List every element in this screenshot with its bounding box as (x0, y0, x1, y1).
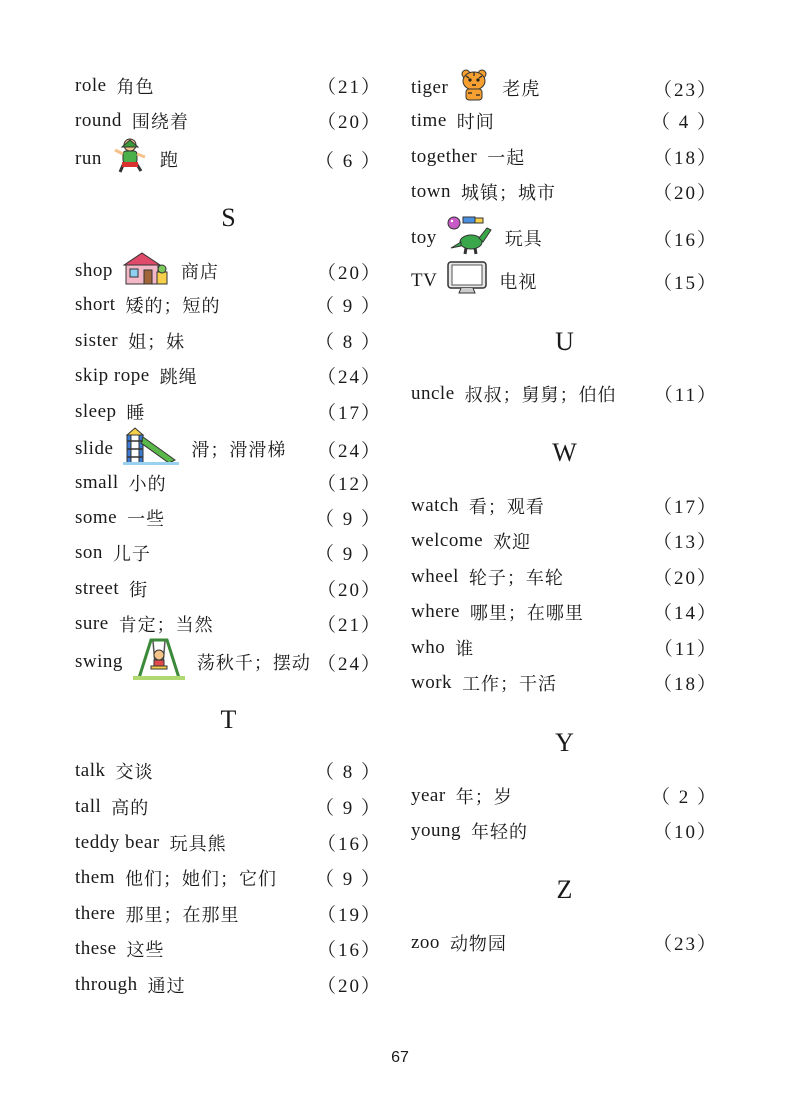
entry-word: son (75, 541, 103, 563)
entry-tall (75, 793, 382, 820)
entry-meaning: 角色 (116, 76, 155, 98)
entry-meaning: 高的 (111, 797, 150, 819)
entry-role (75, 72, 382, 99)
entry-young (411, 817, 718, 844)
entry-word: shop (75, 260, 113, 281)
entry-word: work (411, 671, 453, 693)
entry-unit: （ 9 ） (314, 798, 382, 819)
entry-meaning: 荡秋千；摆动 (196, 653, 311, 674)
entry-meaning: 工作；干活 (462, 673, 558, 695)
entry-year (411, 782, 718, 809)
entry-sister (75, 327, 382, 354)
entry-word: role (75, 74, 107, 96)
entry-meaning: 滑；滑滑梯 (191, 440, 287, 461)
entry-word: slide (75, 438, 114, 459)
entry-unit: （20） (652, 568, 718, 589)
entry-meaning: 睡 (126, 402, 146, 424)
entry-uncle (411, 380, 718, 407)
entry-meaning: 轮子；车轮 (468, 567, 564, 589)
entry-unit: （20） (316, 976, 382, 997)
entry-toy (411, 214, 718, 262)
entry-meaning: 围绕着 (131, 111, 189, 133)
entry-word: wheel (411, 565, 459, 587)
entry-unit: （ 6 ） (314, 150, 382, 172)
entry-wheel (411, 563, 718, 590)
entry-unit: （24） (316, 653, 382, 675)
entry-sure (75, 610, 382, 637)
entry-word: uncle (411, 382, 455, 404)
entry-meaning: 矮的；短的 (125, 295, 221, 317)
entry-unit: （20） (652, 183, 718, 204)
entry-unit: （23） (652, 79, 718, 101)
entry-unit: （ 9 ） (314, 509, 382, 530)
entry-word: through (75, 973, 138, 995)
entry-meaning: 这些 (126, 939, 165, 961)
shop-icon (123, 250, 169, 292)
entry-unit: （11） (653, 639, 718, 660)
entry-unit: （20） (316, 112, 382, 133)
entry-word: small (75, 471, 119, 493)
section-letter-z: Z (556, 875, 573, 904)
entry-unit: （16） (316, 940, 382, 961)
entry-unit: （17） (652, 497, 718, 518)
toy-dinosaur-icon (447, 214, 493, 262)
entry-run (75, 137, 382, 181)
entry-through (75, 971, 382, 998)
entry-unit: （ 9 ） (314, 544, 382, 565)
entry-who (411, 634, 718, 661)
entry-word: time (411, 109, 447, 131)
entry-unit: （20） (316, 580, 382, 601)
entry-meaning: 叔叔；舅舅；伯伯 (464, 384, 617, 406)
entry-town (411, 178, 718, 205)
entry-unit: （12） (316, 474, 382, 495)
entry-slide (75, 427, 382, 471)
entry-round (75, 107, 382, 134)
entry-meaning: 一起 (487, 147, 526, 169)
entry-meaning: 欢迎 (493, 531, 532, 553)
entry-word: welcome (411, 529, 484, 551)
section-letter-s: S (221, 203, 236, 232)
entry-meaning: 跑 (159, 150, 179, 171)
entry-word: street (75, 577, 120, 599)
entry-meaning: 交谈 (115, 761, 154, 783)
entry-unit: （13） (652, 532, 718, 553)
entry-unit: （15） (652, 272, 718, 294)
entry-meaning: 时间 (456, 111, 495, 133)
entry-meaning: 看；观看 (468, 496, 545, 518)
entry-word: sister (75, 329, 119, 351)
entry-meaning: 年；岁 (455, 786, 513, 808)
entry-unit: （18） (652, 674, 718, 695)
entry-word: there (75, 902, 116, 924)
entry-work (411, 669, 718, 696)
entry-welcome (411, 527, 718, 554)
entry-meaning: 通过 (147, 975, 186, 997)
entry-meaning: 那里；在那里 (125, 904, 240, 926)
entry-word: swing (75, 651, 123, 672)
section-letter-y: Y (555, 728, 574, 757)
entry-unit: （10） (652, 822, 718, 843)
entry-meaning: 年轻的 (471, 821, 528, 843)
entry-unit: （21） (316, 77, 382, 98)
entry-swing (75, 638, 382, 686)
entry-word: together (411, 145, 478, 167)
entry-skip-rope (75, 362, 382, 389)
entry-word: sure (75, 612, 109, 634)
entry-word: TV (411, 270, 438, 291)
entry-word: skip rope (75, 364, 150, 386)
entry-some (75, 504, 382, 531)
entry-word: teddy bear (75, 831, 160, 853)
entry-meaning: 玩具熊 (169, 833, 227, 855)
entry-unit: （ 9 ） (314, 869, 382, 890)
entry-meaning: 商店 (180, 262, 219, 283)
entry-together (411, 143, 718, 170)
entry-small (75, 469, 382, 496)
entry-unit: （24） (316, 367, 382, 388)
entry-meaning: 老虎 (502, 79, 541, 100)
entry-unit: （16） (652, 229, 718, 251)
entry-unit: （ 9 ） (314, 296, 382, 317)
entry-unit: （ 2 ） (650, 787, 718, 808)
entry-word: toy (411, 227, 437, 248)
entry-meaning: 谁 (455, 638, 475, 660)
entry-talk (75, 757, 382, 784)
entry-word: some (75, 506, 118, 528)
entry-meaning: 哪里；在哪里 (469, 602, 584, 624)
entry-meaning: 玩具 (504, 229, 543, 250)
entry-word: tall (75, 795, 102, 817)
entry-word: short (75, 293, 116, 315)
entry-word: young (411, 819, 461, 841)
entry-watch (411, 492, 718, 519)
section-letter-u: U (555, 327, 574, 356)
page-number: 67 (391, 1049, 409, 1066)
entry-word: who (411, 636, 446, 658)
entry-meaning: 儿子 (112, 543, 151, 565)
entry-street (75, 575, 382, 602)
entry-unit: （19） (316, 905, 382, 926)
entry-unit: （ 8 ） (314, 762, 382, 783)
running-child-icon (112, 137, 148, 181)
entry-word: run (75, 148, 102, 169)
entry-word: watch (411, 494, 459, 516)
entry-unit: （21） (316, 615, 382, 636)
entry-where (411, 598, 718, 625)
entry-meaning: 城镇；城市 (461, 182, 556, 204)
entry-tiger (411, 68, 718, 108)
entry-word: zoo (411, 931, 440, 953)
entry-meaning: 小的 (128, 473, 167, 495)
entry-word: these (75, 937, 117, 959)
entry-meaning: 一些 (127, 508, 166, 530)
entry-unit: （14） (652, 603, 718, 624)
entry-unit: （24） (316, 440, 382, 462)
tiger-icon (458, 68, 490, 108)
entry-unit: （11） (653, 385, 718, 406)
entry-meaning: 街 (129, 579, 149, 601)
entry-word: them (75, 866, 115, 888)
tv-icon (447, 261, 487, 301)
section-letter-w: W (552, 438, 577, 467)
section-letter-t: T (220, 705, 237, 734)
entry-zoo (411, 929, 718, 956)
swing-icon (133, 638, 185, 686)
entry-sleep (75, 398, 382, 425)
entry-short (75, 291, 382, 318)
entry-word: talk (75, 759, 106, 781)
entry-word: tiger (411, 77, 449, 98)
entry-unit: （ 4 ） (650, 112, 718, 133)
entry-son (75, 539, 382, 566)
entry-meaning: 姐；妹 (128, 331, 186, 353)
entry-word: where (411, 600, 460, 622)
slide-icon (123, 427, 179, 471)
entry-time (411, 107, 718, 134)
entry-tv (411, 261, 718, 301)
entry-teddy-bear (75, 829, 382, 856)
entry-meaning: 电视 (499, 272, 538, 293)
entry-word: round (75, 109, 122, 131)
entry-unit: （20） (316, 262, 382, 284)
entry-them (75, 864, 382, 891)
entry-these (75, 935, 382, 962)
entry-unit: （17） (316, 403, 382, 424)
entry-unit: （18） (652, 148, 718, 169)
entry-unit: （16） (316, 834, 382, 855)
entry-meaning: 肯定；当然 (118, 614, 214, 636)
entry-meaning: 跳绳 (159, 366, 198, 388)
entry-unit: （23） (652, 934, 718, 955)
entry-word: town (411, 180, 451, 202)
entry-word: year (411, 784, 446, 806)
entry-meaning: 动物园 (449, 933, 507, 955)
entry-unit: （ 8 ） (314, 332, 382, 353)
entry-meaning: 他们；她们；它们 (125, 868, 277, 890)
entry-shop (75, 250, 382, 292)
entry-there (75, 900, 382, 927)
entry-word: sleep (75, 400, 117, 422)
